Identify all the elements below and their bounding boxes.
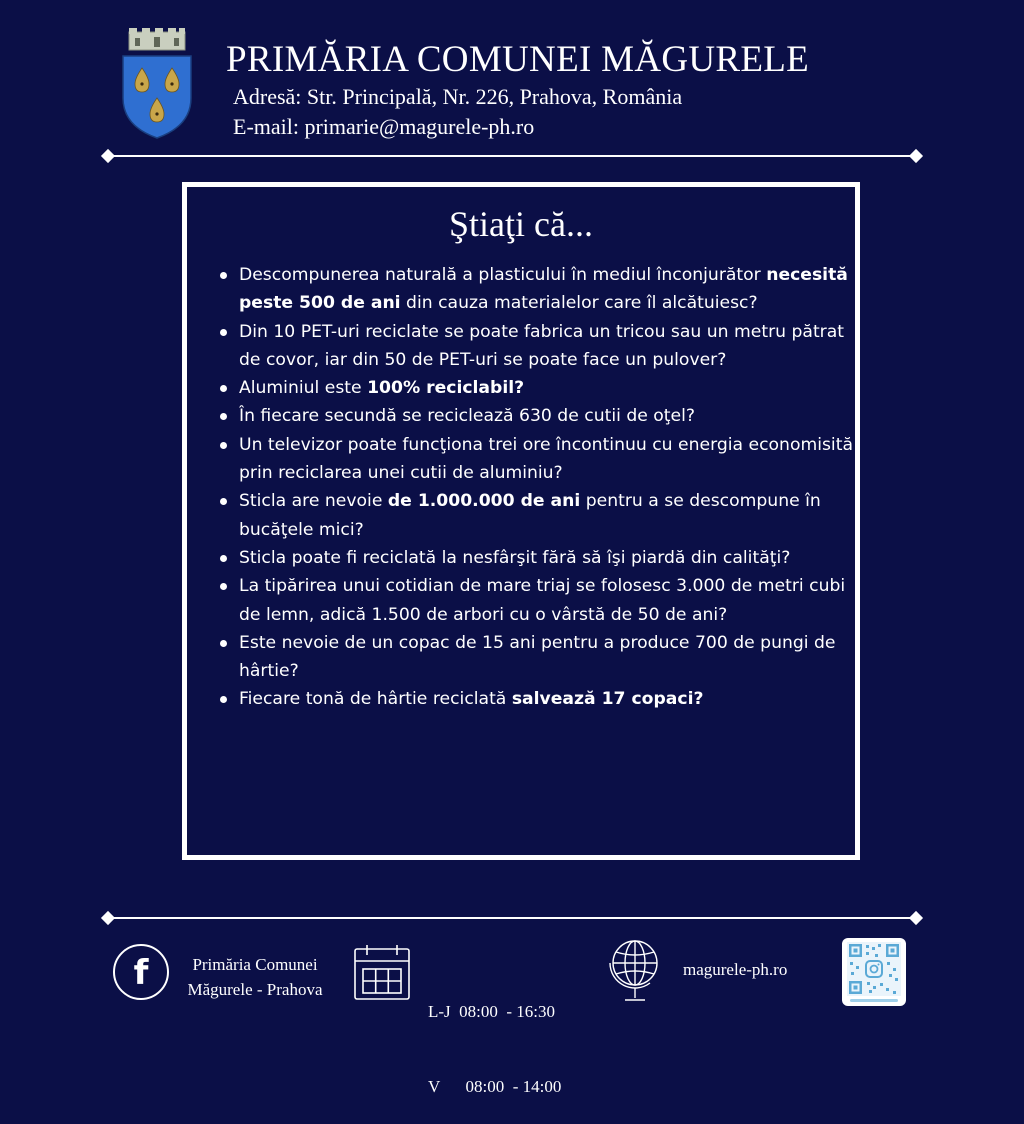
fact-item [239, 572, 857, 629]
fact-text: În fiecare secundă se reciclează 630 de cutii de oţel? [239, 406, 696, 427]
hours-time: 08:00 - 14:00 [465, 1077, 562, 1096]
hours-time: 08:00 - 16:30 [459, 1002, 556, 1021]
fact-item [239, 487, 857, 544]
fact-text: Sticla poate fi reciclată la nesfârşit fără să îşi piardă din calităţi? [239, 547, 791, 568]
fact-text: pentru a se descompune în bucăţele mici? [239, 491, 821, 540]
hours-row-2 [428, 1074, 561, 1099]
page-title: PRIMĂRIA COMUNEI MĂGURELE [226, 39, 810, 80]
fact-item [239, 374, 857, 402]
fact-text: Este nevoie de un copac de 15 ani pentru a produce 700 de pungi de hârtie? [239, 632, 836, 682]
fact-item [239, 544, 857, 572]
fact-item [239, 402, 857, 430]
fact-highlight: necesită peste 500 de ani [239, 265, 848, 314]
hours-row-1 [428, 999, 561, 1024]
fact-item [239, 261, 857, 318]
fact-item [239, 629, 857, 686]
fact-item [239, 431, 857, 488]
fact-text: Un televizor poate funcţiona trei ore încontinuu cu energia economisită prin reciclarea unei cutii de aluminiu? [239, 434, 853, 484]
fact-text: Fiecare tonă de hârtie reciclată [239, 689, 512, 710]
fact-text: Descompunerea naturală a plasticului în mediul înconjurător [239, 265, 767, 285]
fact-text: din cauza materialelor care îl alcătuiesc? [400, 293, 758, 314]
fact-highlight: de 1.000.000 de ani [387, 491, 581, 512]
facts-list [217, 261, 857, 714]
facts-box [182, 182, 860, 860]
calendar-icon [353, 944, 411, 1002]
fact-text: Aluminiul este [239, 378, 368, 399]
fact-highlight: 100% reciclabil? [367, 378, 525, 399]
facebook-page-label[interactable] [180, 952, 330, 1002]
facts-title: Ştiaţi că... [449, 204, 593, 244]
fact-text: Sticla are nevoie [239, 491, 388, 512]
globe-icon [606, 936, 664, 1006]
fact-highlight: salvează 17 copaci? [511, 689, 704, 710]
bottom-divider [103, 911, 921, 925]
fact-item [239, 685, 857, 713]
facebook-line-2: Măgurele - Prahova [187, 980, 323, 999]
address-text: Adresă: Str. Principală, Nr. 226, Prahova, România [233, 84, 683, 109]
hours-days: L-J [428, 1002, 451, 1021]
facebook-icon[interactable]: f [113, 944, 169, 1000]
email-text[interactable]: E-mail: primarie@magurele-ph.ro [233, 114, 535, 139]
qr-code-icon[interactable] [842, 938, 906, 1006]
fact-text: La tipărirea unui cotidian de mare triaj se folosesc 3.000 de metri cubi de lemn, adică 1.500 de arbori cu o vârstă de 50 de ani? [239, 576, 846, 625]
website-link[interactable]: magurele-ph.ro [683, 960, 788, 979]
hours-days: V [428, 1077, 440, 1096]
top-divider [103, 149, 921, 163]
fact-item [239, 318, 857, 375]
coat-of-arms-icon [120, 28, 194, 140]
facebook-line-1: Primăria Comunei [192, 955, 318, 974]
opening-hours [428, 949, 561, 1124]
fact-text: Din 10 PET-uri reciclate se poate fabrica un tricou sau un metru pătrat de covor, iar din 50 de PET-uri se poate face un pulover? [239, 321, 845, 370]
